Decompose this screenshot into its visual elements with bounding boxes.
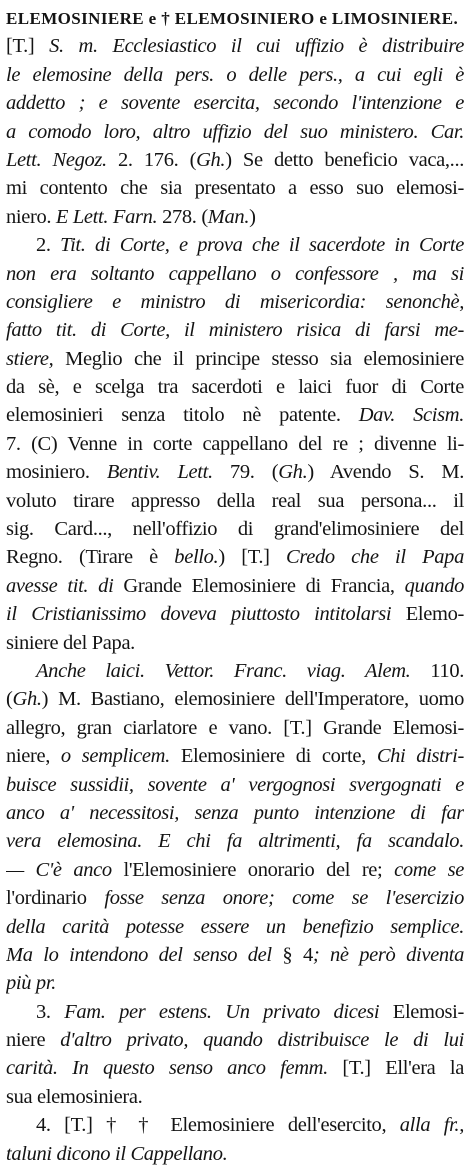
entry-line <box>6 1083 464 1111</box>
entry-line <box>6 969 464 997</box>
roman-text: mosiniero. <box>6 461 107 484</box>
roman-text: Elemosi- <box>392 1000 464 1023</box>
italic-text: ; nè però diventa <box>312 943 464 966</box>
italic-text: Gh. <box>12 688 42 711</box>
entry-line <box>6 771 464 799</box>
roman-text: ) [T.] <box>218 546 287 569</box>
roman-text: Elemo- <box>405 603 464 626</box>
entry-line <box>6 572 464 600</box>
roman-text: 3. <box>36 1000 65 1023</box>
roman-text: elemosinieri senza titolo nè patente. <box>6 404 359 427</box>
italic-text: fatto tit. di Corte, il ministero risica di farsi me- <box>6 319 464 342</box>
entry-line <box>6 714 464 742</box>
entry-line <box>6 203 464 231</box>
roman-text: Meglio che il principe stesso sia elemosiniere <box>65 347 464 370</box>
roman-text: 79. ( <box>229 461 279 484</box>
entry-line <box>6 401 464 429</box>
entry-line <box>6 884 464 912</box>
entry-line <box>6 1054 464 1082</box>
entry-line <box>6 61 464 89</box>
entry-line <box>6 913 464 941</box>
roman-text: mi contento che sia presentato a esso suo elemosi- <box>6 177 464 200</box>
italic-text: — C'è anco <box>6 858 124 881</box>
entry-line <box>6 487 464 515</box>
roman-text: da sè, e scelga tra sacerdoti e laici fuor di Corte <box>6 376 464 399</box>
roman-text: sig. Card..., nell'offizio di grand'elimosiniere del <box>6 518 464 541</box>
roman-text: Regno. (Tirare è <box>6 546 175 569</box>
entry-line <box>6 1140 464 1168</box>
italic-text: alla fr., <box>399 1114 464 1137</box>
entry-line <box>6 345 464 373</box>
italic-text: stiere, <box>6 347 66 370</box>
roman-text: 7. (C) Venne in corte cappellano del re ; divenne li- <box>6 432 464 455</box>
entry-line <box>6 260 464 288</box>
italic-text: taluni dicono il Cappellano. <box>6 1142 228 1165</box>
headword-text: ELEMOSINIERE e † ELEMOSINIERO e LIMOSINIERE. <box>6 9 459 28</box>
entry-line <box>6 1026 464 1054</box>
italic-text: Anche laici. Vettor. Franc. viag. Alem. <box>36 659 431 682</box>
italic-text: Gh. <box>278 461 308 484</box>
entry-line <box>6 1111 464 1139</box>
roman-text: ) M. Bastiano, elemosiniere dell'Imperatore, uomo <box>41 688 464 711</box>
italic-text: addetto ; e sovente esercita, secondo l'intenzione e <box>6 92 464 115</box>
italic-text: Tit. di Corte, e prova che il sacerdote in Corte <box>60 234 464 257</box>
roman-text: ) Se detto beneficio vaca,... <box>225 148 464 171</box>
roman-text: 110. <box>430 659 464 682</box>
entry-line <box>6 430 464 458</box>
roman-text: ) <box>249 205 256 228</box>
italic-text: della carità potesse essere un benefizio semplice. <box>6 915 464 938</box>
roman-text: ( <box>6 688 13 711</box>
italic-text: S. m. Ecclesiastico il cui uffizio è distribuire <box>49 35 464 58</box>
roman-text: voluto tirare appresso della real sua persona... il <box>6 489 464 512</box>
entry-body <box>6 32 464 1168</box>
entry-line <box>6 458 464 486</box>
dictionary-entry <box>6 4 464 1168</box>
italic-text: Man. <box>207 205 250 228</box>
italic-text: il Cristianissimo doveva piuttosto intitolarsi <box>6 603 406 626</box>
roman-text: 2. 176. ( <box>118 148 197 171</box>
italic-text: Fam. per estens. Un privato dicesi <box>64 1000 393 1023</box>
entry-line <box>6 118 464 146</box>
italic-text: Chi distri- <box>376 745 464 768</box>
roman-text: § 4 <box>282 943 313 966</box>
entry-line <box>6 515 464 543</box>
italic-text: carità. In questo senso anco femm. <box>6 1057 343 1080</box>
entry-line <box>6 32 464 60</box>
roman-text: Elemosiniere di corte, <box>180 745 377 768</box>
roman-text: sua elemosiniera. <box>6 1085 143 1108</box>
roman-text: ) Avendo S. M. <box>307 461 464 484</box>
entry-line <box>6 373 464 401</box>
italic-text: non era soltanto cappellano o confessore , ma si <box>6 262 464 285</box>
italic-text: Ma lo intendono del senso del <box>6 943 283 966</box>
italic-text: avesse tit. di <box>6 574 124 597</box>
roman-text: 4. [T.] † † Elemosiniere dell'esercito, <box>36 1114 400 1137</box>
italic-text: Credo che il Papa <box>286 546 464 569</box>
entry-line <box>6 742 464 770</box>
entry-line <box>6 856 464 884</box>
roman-text: l'ordinario <box>6 887 105 910</box>
italic-text: anco a' necessitosi, senza punto intenzione di far <box>6 801 464 824</box>
roman-text: [T.] <box>6 35 50 58</box>
entry-line <box>6 629 464 657</box>
roman-text: Grande Elemosiniere di Francia, <box>123 574 405 597</box>
italic-text: le elemosine della pers. o delle pers., a cui egli è <box>6 63 464 86</box>
entry-line <box>6 685 464 713</box>
roman-text: siniere del Papa. <box>6 631 135 654</box>
entry-line <box>6 799 464 827</box>
italic-text: consigliere e ministro di misericordia: senonchè, <box>6 290 464 313</box>
italic-text: Lett. Negoz. <box>6 148 118 171</box>
entry-line <box>6 998 464 1026</box>
italic-text: più pr. <box>6 972 56 995</box>
roman-text: [T.] Ell'era la <box>342 1057 464 1080</box>
italic-text: quando <box>404 574 464 597</box>
roman-text: allegro, gran ciarlatore e vano. [T.] Grande Elemosi- <box>6 716 464 739</box>
italic-text: vera elemosina. E chi fa altrimenti, fa scandalo. <box>6 830 464 853</box>
italic-text: d'altro privato, quando distribuisce le di lui <box>60 1029 464 1052</box>
roman-text: niere <box>6 1029 61 1052</box>
italic-text: o semplicem. <box>60 745 181 768</box>
entry-headword <box>6 4 464 32</box>
entry-line <box>6 231 464 259</box>
italic-text: buisce sussidii, sovente a' vergognosi svergognati e <box>6 773 464 796</box>
entry-line <box>6 941 464 969</box>
italic-text: come se <box>394 858 464 881</box>
entry-line <box>6 316 464 344</box>
roman-text: 278. ( <box>162 205 208 228</box>
italic-text: Bentiv. Lett. <box>106 461 230 484</box>
entry-line <box>6 657 464 685</box>
roman-text: l'Elemosiniere onorario del re; <box>123 858 395 881</box>
entry-line <box>6 288 464 316</box>
entry-line <box>6 827 464 855</box>
roman-text: niere, <box>6 745 61 768</box>
entry-line <box>6 146 464 174</box>
entry-line <box>6 543 464 571</box>
italic-text: E Lett. Farn. <box>55 205 163 228</box>
entry-line <box>6 174 464 202</box>
entry-line <box>6 600 464 628</box>
italic-text: Gh. <box>196 148 226 171</box>
roman-text: niero. <box>6 205 56 228</box>
italic-text: a comodo loro, altro uffizio del suo ministero. Car. <box>6 120 464 143</box>
italic-text: fosse senza onore; come se l'esercizio <box>104 887 464 910</box>
entry-line <box>6 89 464 117</box>
roman-text: 2. <box>36 234 61 257</box>
italic-text: Dav. Scism. <box>358 404 464 427</box>
italic-text: bello. <box>174 546 219 569</box>
